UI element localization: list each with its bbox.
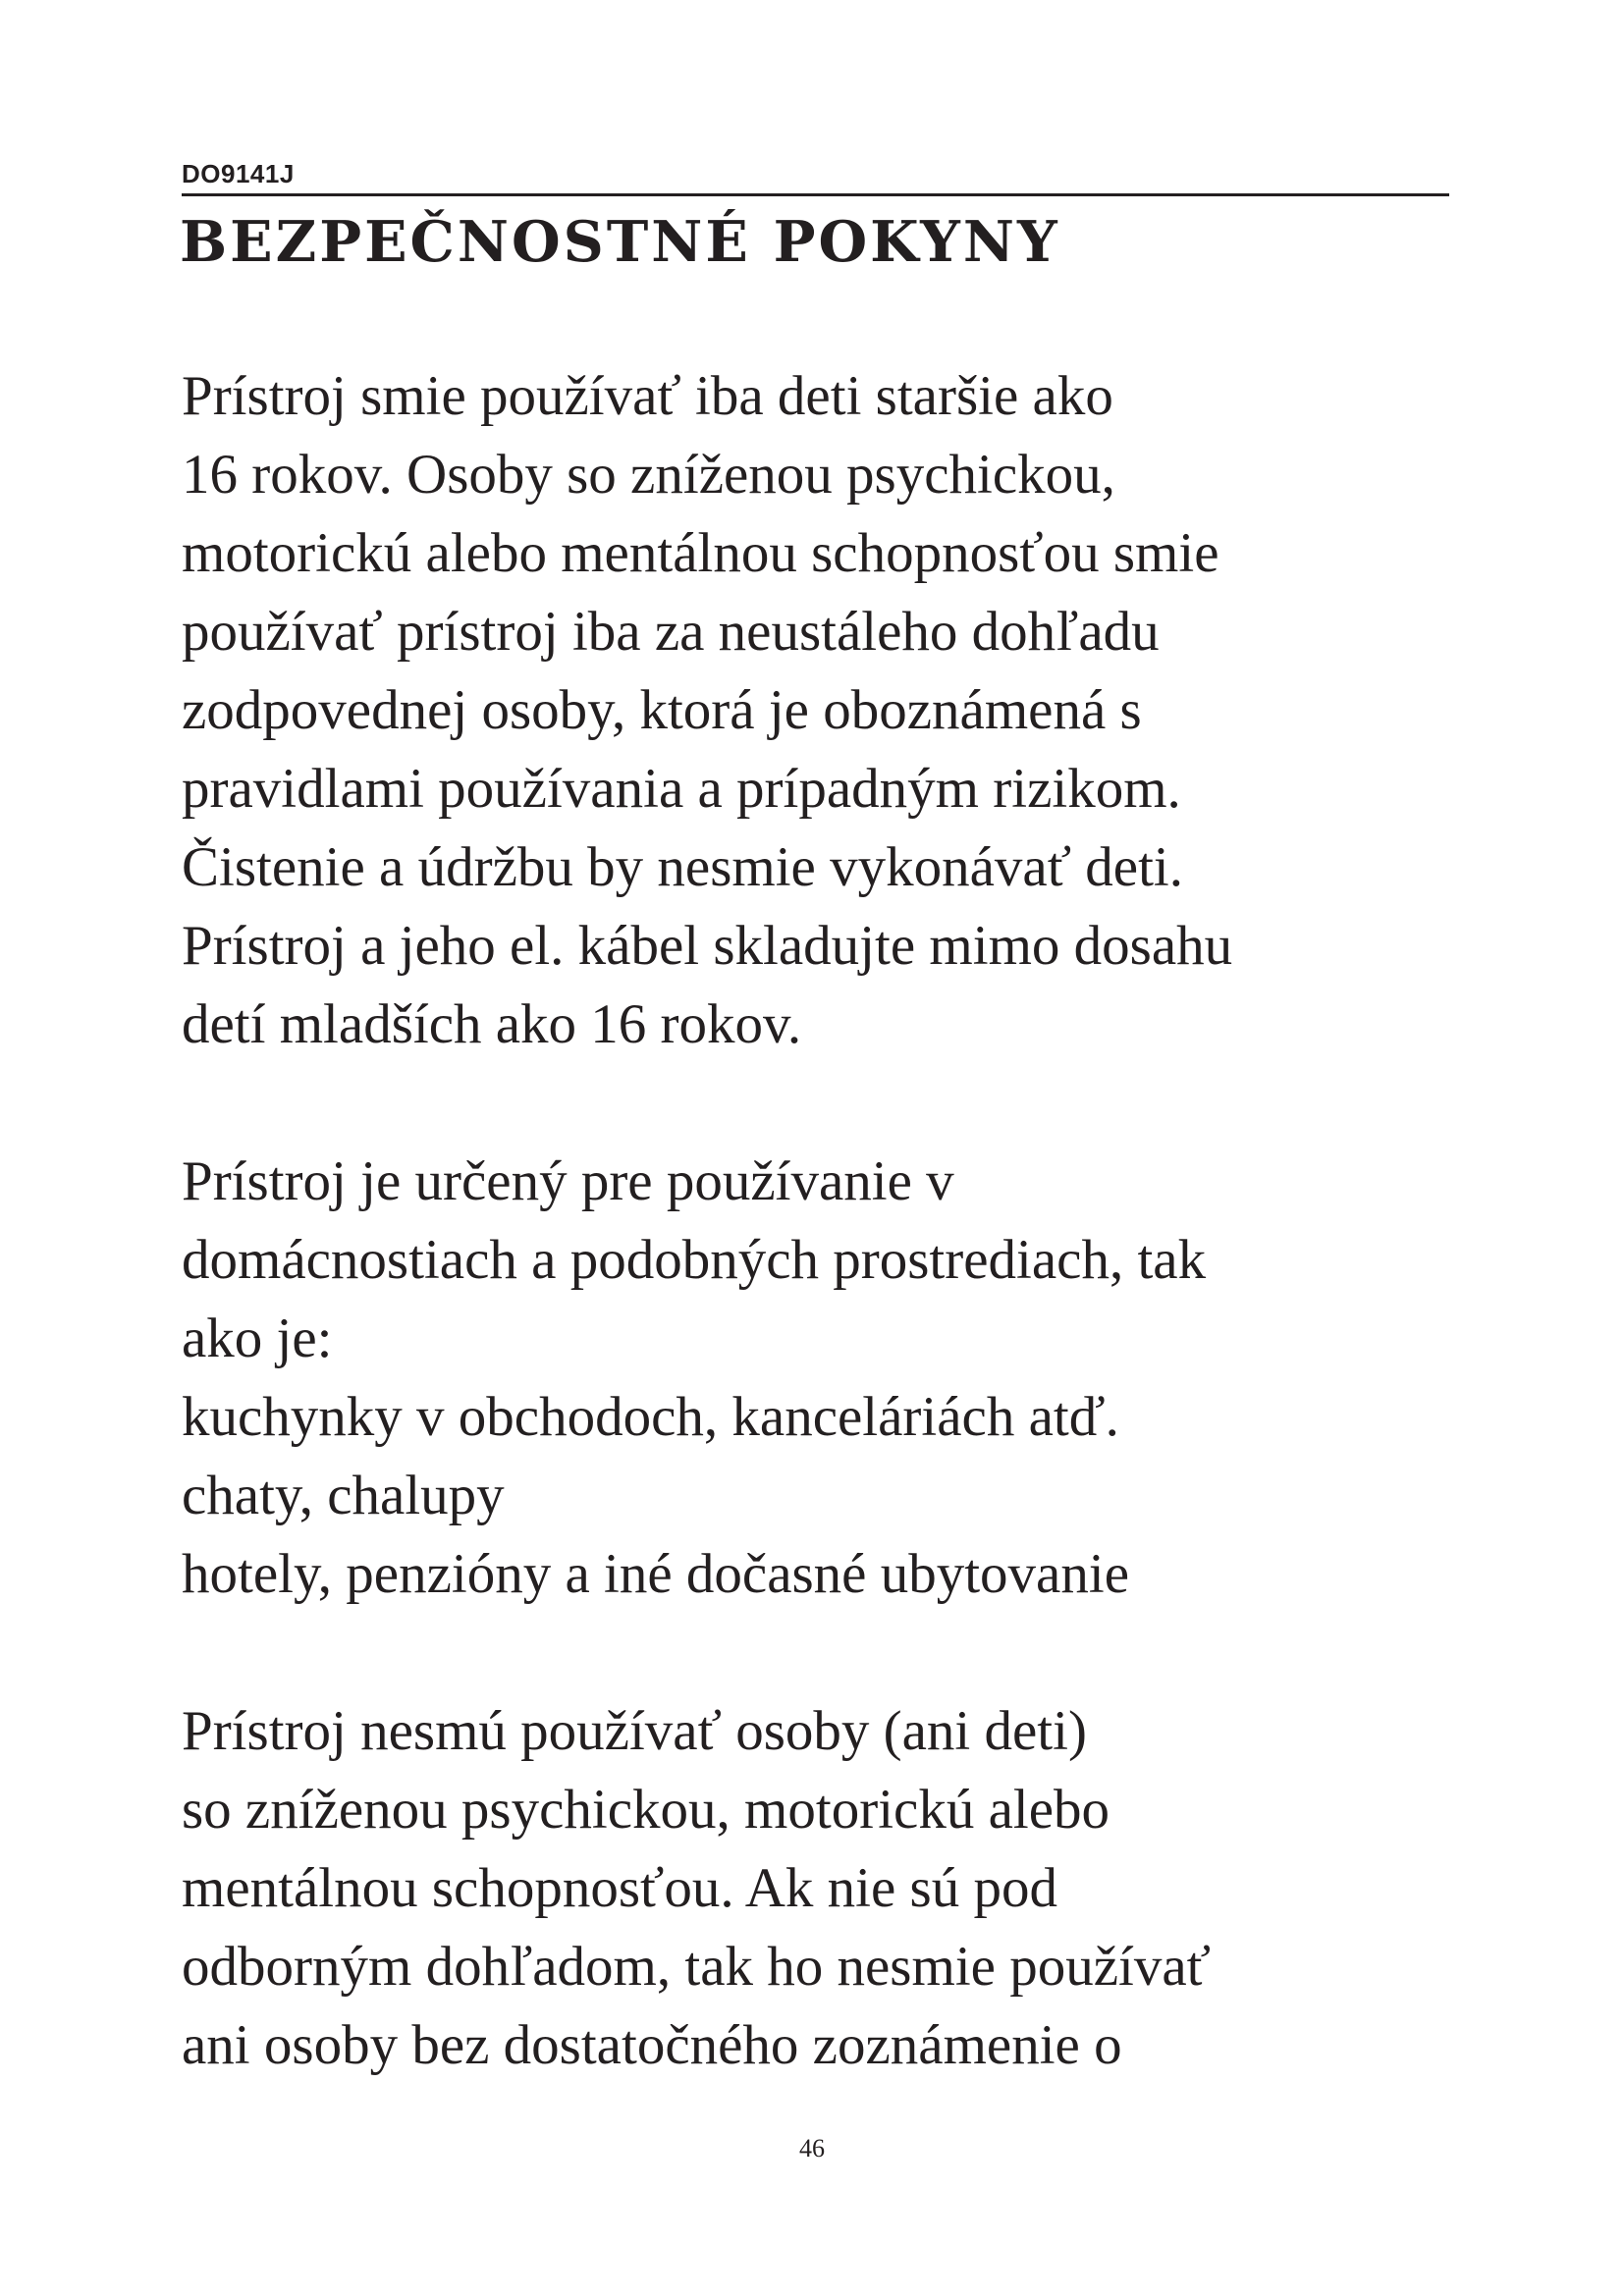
text-line: 16 rokov. Osoby so zníženou psychickou, (182, 444, 1115, 506)
text-line: Prístroj je určený pre používanie v (182, 1150, 954, 1212)
header-divider (182, 193, 1449, 196)
paragraph-intended-use (182, 1143, 1478, 1614)
body-text (182, 357, 1478, 2163)
text-line: motorickú alebo mentálnou schopnosťou smie (182, 522, 1219, 584)
text-line: zodpovednej osoby, ktorá je oboznámená s (182, 679, 1142, 741)
paragraph-supervision (182, 1692, 1478, 2085)
model-code: DO9141J (182, 159, 295, 188)
text-line: ako je: (182, 1308, 333, 1369)
text-line: používať prístroj iba za neustáleho dohľadu (182, 601, 1160, 663)
paragraph-age-restriction (182, 357, 1478, 1064)
page-number: 46 (799, 2134, 825, 2163)
text-line: ani osoby bez dostatočného zoznámenie o (182, 2014, 1122, 2076)
text-line: Prístroj nesmú používať osoby (ani deti) (182, 1700, 1087, 1762)
text-line: detí mladších ako 16 rokov. (182, 993, 802, 1055)
text-line: odborným dohľadom, tak ho nesmie používať (182, 1936, 1211, 1998)
text-line: so zníženou psychickou, motorickú alebo (182, 1779, 1110, 1841)
text-line: Prístroj smie používať iba deti staršie ako (182, 365, 1113, 427)
text-line: kuchynky v obchodoch, kanceláriách atď. (182, 1386, 1119, 1448)
text-line: Prístroj a jeho el. kábel skladujte mimo dosahu (182, 915, 1233, 977)
text-line: chaty, chalupy (182, 1465, 505, 1526)
text-line: hotely, penzióny a iné dočasné ubytovanie (182, 1543, 1129, 1605)
text-line: Čistenie a údržbu by nesmie vykonávať deti. (182, 836, 1184, 898)
text-line: pravidlami používania a prípadným rizikom. (182, 758, 1181, 820)
text-line: domácnostiach a podobných prostrediach, tak (182, 1229, 1207, 1291)
text-line: mentálnou schopnosťou. Ak nie sú pod (182, 1857, 1057, 1919)
section-title: BEZPEČNOSTNÉ POKYNY (180, 209, 1060, 275)
